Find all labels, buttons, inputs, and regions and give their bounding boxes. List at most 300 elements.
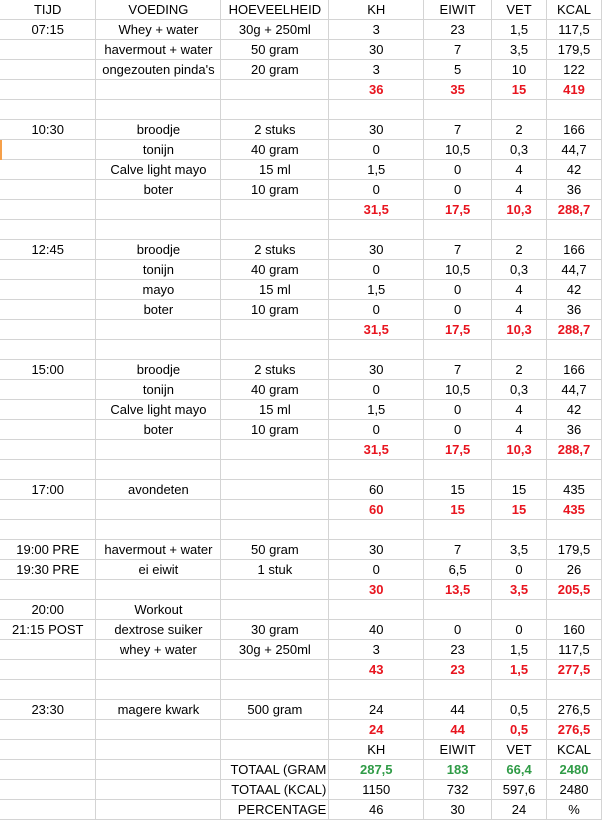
- cell-voeding[interactable]: [96, 580, 221, 600]
- cell-kcal[interactable]: 44,7: [547, 140, 602, 160]
- cell-kh[interactable]: 60: [329, 480, 424, 500]
- cell-tijd[interactable]: [0, 760, 96, 780]
- cell-eiwit[interactable]: 15: [424, 500, 492, 520]
- cell-eiwit[interactable]: 6,5: [424, 560, 492, 580]
- cell-voeding[interactable]: [96, 500, 221, 520]
- cell-hoeveelheid[interactable]: 15 ml: [221, 280, 329, 300]
- table-row: [0, 120, 602, 140]
- cell-kh[interactable]: 0: [329, 300, 424, 320]
- cell-tijd[interactable]: [0, 640, 96, 660]
- cell-kh[interactable]: 36: [329, 80, 424, 100]
- cell-tijd[interactable]: [0, 60, 96, 80]
- cell-tijd[interactable]: 23:30: [0, 700, 96, 720]
- cell-vet[interactable]: 0: [492, 620, 547, 640]
- cell-kcal[interactable]: 160: [547, 620, 602, 640]
- cell-hoeveelheid[interactable]: 10 gram: [221, 180, 329, 200]
- cell-kh[interactable]: [329, 460, 424, 480]
- cell-vet[interactable]: [492, 340, 547, 360]
- cell-voeding[interactable]: [96, 680, 221, 700]
- cell-kh[interactable]: 31,5: [329, 200, 424, 220]
- cell-hoeveelheid[interactable]: [221, 440, 329, 460]
- cell-vet[interactable]: 4: [492, 420, 547, 440]
- cell-vet[interactable]: 4: [492, 280, 547, 300]
- header-cell-eiwit[interactable]: EIWIT: [424, 0, 492, 20]
- cell-kcal[interactable]: 36: [547, 420, 602, 440]
- cell-kh[interactable]: 30: [329, 360, 424, 380]
- cell-tijd[interactable]: [0, 220, 96, 240]
- cell-tijd[interactable]: [0, 200, 96, 220]
- cell-tijd[interactable]: [0, 40, 96, 60]
- cell-eiwit[interactable]: 30: [424, 800, 492, 820]
- cell-eiwit[interactable]: [424, 100, 492, 120]
- cell-vet[interactable]: 0,5: [492, 700, 547, 720]
- cell-hoeveelheid[interactable]: [221, 520, 329, 540]
- cell-kcal[interactable]: 166: [547, 240, 602, 260]
- header-cell-kcal[interactable]: KCAL: [547, 0, 602, 20]
- cell-hoeveelheid[interactable]: TOTAAL (GRAM: [221, 760, 329, 780]
- cell-hoeveelheid[interactable]: TOTAAL (KCAL): [221, 780, 329, 800]
- cell-tijd[interactable]: [0, 260, 96, 280]
- cell-vet[interactable]: 0,3: [492, 260, 547, 280]
- table-row: [0, 600, 602, 620]
- cell-vet[interactable]: 1,5: [492, 660, 547, 680]
- cell-eiwit[interactable]: 0: [424, 180, 492, 200]
- cell-eiwit[interactable]: 17,5: [424, 200, 492, 220]
- cell-eiwit[interactable]: 44: [424, 720, 492, 740]
- cell-kh[interactable]: 0: [329, 260, 424, 280]
- cell-eiwit[interactable]: 7: [424, 240, 492, 260]
- cell-tijd[interactable]: [0, 300, 96, 320]
- cell-eiwit[interactable]: 10,5: [424, 380, 492, 400]
- cell-eiwit[interactable]: 23: [424, 20, 492, 40]
- cell-kcal[interactable]: 277,5: [547, 660, 602, 680]
- cell-vet[interactable]: 15: [492, 500, 547, 520]
- table-row: [0, 540, 602, 560]
- cell-tijd[interactable]: 19:00 PRE: [0, 540, 96, 560]
- cell-hoeveelheid[interactable]: 2 stuks: [221, 240, 329, 260]
- cell-hoeveelheid[interactable]: [221, 580, 329, 600]
- cell-eiwit[interactable]: 0: [424, 280, 492, 300]
- cell-hoeveelheid[interactable]: [221, 80, 329, 100]
- cell-kh[interactable]: 1150: [329, 780, 424, 800]
- cell-voeding[interactable]: [96, 520, 221, 540]
- cell-vet[interactable]: 4: [492, 400, 547, 420]
- cell-kh[interactable]: 287,5: [329, 760, 424, 780]
- cell-tijd[interactable]: [0, 580, 96, 600]
- cell-tijd[interactable]: [0, 500, 96, 520]
- cell-kcal[interactable]: [547, 460, 602, 480]
- header-cell-kh[interactable]: KH: [329, 0, 424, 20]
- cell-kh[interactable]: [329, 220, 424, 240]
- cell-eiwit[interactable]: 183: [424, 760, 492, 780]
- cell-eiwit[interactable]: 7: [424, 360, 492, 380]
- cell-voeding[interactable]: [96, 320, 221, 340]
- cell-hoeveelheid[interactable]: [221, 220, 329, 240]
- cell-eiwit[interactable]: 7: [424, 540, 492, 560]
- cell-tijd[interactable]: 19:30 PRE: [0, 560, 96, 580]
- cell-voeding[interactable]: dextrose suiker: [96, 620, 221, 640]
- cell-voeding[interactable]: [96, 460, 221, 480]
- cell-kh[interactable]: 46: [329, 800, 424, 820]
- cell-kh[interactable]: KH: [329, 740, 424, 760]
- cell-kh[interactable]: 0: [329, 420, 424, 440]
- cell-voeding[interactable]: tonijn: [96, 380, 221, 400]
- cell-tijd[interactable]: [0, 160, 96, 180]
- cell-kcal[interactable]: [547, 520, 602, 540]
- cell-eiwit[interactable]: [424, 600, 492, 620]
- cell-hoeveelheid[interactable]: 500 gram: [221, 700, 329, 720]
- cell-tijd[interactable]: [0, 380, 96, 400]
- cell-hoeveelheid[interactable]: [221, 680, 329, 700]
- cell-vet[interactable]: 4: [492, 160, 547, 180]
- cell-kcal[interactable]: 36: [547, 180, 602, 200]
- table-row: [0, 300, 602, 320]
- cell-tijd[interactable]: [0, 400, 96, 420]
- cell-voeding[interactable]: [96, 740, 221, 760]
- cell-vet[interactable]: [492, 680, 547, 700]
- cell-kh[interactable]: 1,5: [329, 160, 424, 180]
- cell-eiwit[interactable]: [424, 220, 492, 240]
- cell-vet[interactable]: 0,3: [492, 380, 547, 400]
- cell-eiwit[interactable]: 17,5: [424, 440, 492, 460]
- cell-hoeveelheid[interactable]: [221, 600, 329, 620]
- cell-kcal[interactable]: 276,5: [547, 720, 602, 740]
- cell-voeding[interactable]: Workout: [96, 600, 221, 620]
- table-row: [0, 480, 602, 500]
- cell-vet[interactable]: VET: [492, 740, 547, 760]
- cell-hoeveelheid[interactable]: [221, 320, 329, 340]
- cell-voeding[interactable]: mayo: [96, 280, 221, 300]
- cell-vet[interactable]: [492, 520, 547, 540]
- cell-vet[interactable]: 10: [492, 60, 547, 80]
- grand-total-row: [0, 760, 602, 780]
- cell-tijd[interactable]: 21:15 POST: [0, 620, 96, 640]
- cell-kcal[interactable]: 42: [547, 400, 602, 420]
- cell-kh[interactable]: 1,5: [329, 400, 424, 420]
- cell-vet[interactable]: 0: [492, 560, 547, 580]
- cell-eiwit[interactable]: 23: [424, 660, 492, 680]
- cell-hoeveelheid[interactable]: [221, 500, 329, 520]
- cell-hoeveelheid[interactable]: 50 gram: [221, 540, 329, 560]
- cell-kh[interactable]: [329, 680, 424, 700]
- cell-eiwit[interactable]: 17,5: [424, 320, 492, 340]
- cell-hoeveelheid[interactable]: [221, 720, 329, 740]
- cell-kh[interactable]: 60: [329, 500, 424, 520]
- cell-eiwit[interactable]: 0: [424, 420, 492, 440]
- cell-voeding[interactable]: boter: [96, 300, 221, 320]
- cell-kcal[interactable]: 117,5: [547, 20, 602, 40]
- cell-vet[interactable]: 10,3: [492, 320, 547, 340]
- cell-vet[interactable]: 0,5: [492, 720, 547, 740]
- cell-hoeveelheid[interactable]: [221, 480, 329, 500]
- cell-vet[interactable]: 1,5: [492, 640, 547, 660]
- cell-kcal[interactable]: 435: [547, 500, 602, 520]
- cell-kh[interactable]: [329, 100, 424, 120]
- cell-voeding[interactable]: avondeten: [96, 480, 221, 500]
- cell-kcal[interactable]: 288,7: [547, 320, 602, 340]
- cell-eiwit[interactable]: EIWIT: [424, 740, 492, 760]
- cell-vet[interactable]: 1,5: [492, 20, 547, 40]
- cell-voeding[interactable]: magere kwark: [96, 700, 221, 720]
- cell-vet[interactable]: 10,3: [492, 200, 547, 220]
- cell-kh[interactable]: 30: [329, 240, 424, 260]
- cell-hoeveelheid[interactable]: 10 gram: [221, 420, 329, 440]
- cell-tijd[interactable]: [0, 280, 96, 300]
- header-cell-tijd[interactable]: TIJD: [0, 0, 96, 20]
- cell-kcal[interactable]: 42: [547, 160, 602, 180]
- cell-kcal[interactable]: KCAL: [547, 740, 602, 760]
- cell-voeding[interactable]: boter: [96, 180, 221, 200]
- cell-eiwit[interactable]: [424, 460, 492, 480]
- cell-tijd[interactable]: 17:00: [0, 480, 96, 500]
- cell-voeding[interactable]: boter: [96, 420, 221, 440]
- cell-hoeveelheid[interactable]: 50 gram: [221, 40, 329, 60]
- cell-tijd[interactable]: [0, 520, 96, 540]
- cell-eiwit[interactable]: 23: [424, 640, 492, 660]
- cell-eiwit[interactable]: 10,5: [424, 260, 492, 280]
- cell-hoeveelheid[interactable]: [221, 460, 329, 480]
- cell-eiwit[interactable]: [424, 520, 492, 540]
- cell-kh[interactable]: 0: [329, 380, 424, 400]
- cell-kh[interactable]: 40: [329, 620, 424, 640]
- cell-hoeveelheid[interactable]: 15 ml: [221, 160, 329, 180]
- table-row: [0, 700, 602, 720]
- cell-voeding[interactable]: ongezouten pinda's: [96, 60, 221, 80]
- cell-kh[interactable]: 0: [329, 140, 424, 160]
- cell-voeding[interactable]: havermout + water: [96, 40, 221, 60]
- cell-voeding[interactable]: [96, 100, 221, 120]
- cell-kh[interactable]: 3: [329, 60, 424, 80]
- cell-voeding[interactable]: [96, 440, 221, 460]
- cell-voeding[interactable]: broodje: [96, 120, 221, 140]
- table-row: [0, 380, 602, 400]
- cell-kh[interactable]: 3: [329, 640, 424, 660]
- cell-vet[interactable]: 15: [492, 480, 547, 500]
- cell-hoeveelheid[interactable]: 30g + 250ml: [221, 20, 329, 40]
- cell-kh[interactable]: 30: [329, 40, 424, 60]
- cell-kcal[interactable]: 179,5: [547, 540, 602, 560]
- cell-kh[interactable]: 30: [329, 540, 424, 560]
- cell-voeding[interactable]: [96, 80, 221, 100]
- cell-voeding[interactable]: [96, 340, 221, 360]
- cell-hoeveelheid[interactable]: 2 stuks: [221, 120, 329, 140]
- cell-kh[interactable]: [329, 520, 424, 540]
- cell-voeding[interactable]: Calve light mayo: [96, 400, 221, 420]
- cell-vet[interactable]: 2: [492, 120, 547, 140]
- cell-vet[interactable]: 3,5: [492, 580, 547, 600]
- cell-kcal[interactable]: 44,7: [547, 260, 602, 280]
- cell-tijd[interactable]: 20:00: [0, 600, 96, 620]
- cell-kcal[interactable]: 435: [547, 480, 602, 500]
- cell-kcal[interactable]: 166: [547, 120, 602, 140]
- cell-hoeveelheid[interactable]: 30g + 250ml: [221, 640, 329, 660]
- cell-kcal[interactable]: 166: [547, 360, 602, 380]
- cell-voeding[interactable]: broodje: [96, 360, 221, 380]
- cell-kcal[interactable]: %: [547, 800, 602, 820]
- cell-voeding[interactable]: [96, 220, 221, 240]
- cell-voeding[interactable]: Calve light mayo: [96, 160, 221, 180]
- cell-kcal[interactable]: 205,5: [547, 580, 602, 600]
- cell-vet[interactable]: 24: [492, 800, 547, 820]
- cell-tijd[interactable]: [0, 100, 96, 120]
- cell-vet[interactable]: 10,3: [492, 440, 547, 460]
- cell-hoeveelheid[interactable]: PERCENTAGE: [221, 800, 329, 820]
- cell-voeding[interactable]: Whey + water: [96, 20, 221, 40]
- cell-voeding[interactable]: whey + water: [96, 640, 221, 660]
- table-row: [0, 640, 602, 660]
- header-cell-vet[interactable]: VET: [492, 0, 547, 20]
- cell-kcal[interactable]: 117,5: [547, 640, 602, 660]
- subtotal-row: [0, 720, 602, 740]
- cell-eiwit[interactable]: 0: [424, 300, 492, 320]
- cell-kh[interactable]: 1,5: [329, 280, 424, 300]
- cell-kcal[interactable]: [547, 220, 602, 240]
- cell-hoeveelheid[interactable]: 30 gram: [221, 620, 329, 640]
- cell-vet[interactable]: 0,3: [492, 140, 547, 160]
- cell-voeding[interactable]: tonijn: [96, 140, 221, 160]
- cell-tijd[interactable]: [0, 740, 96, 760]
- cell-kcal[interactable]: 26: [547, 560, 602, 580]
- cell-kcal[interactable]: 179,5: [547, 40, 602, 60]
- cell-vet[interactable]: 3,5: [492, 40, 547, 60]
- cell-hoeveelheid[interactable]: [221, 200, 329, 220]
- cell-tijd[interactable]: [0, 440, 96, 460]
- cell-vet[interactable]: 66,4: [492, 760, 547, 780]
- cell-eiwit[interactable]: [424, 680, 492, 700]
- cell-kh[interactable]: 30: [329, 120, 424, 140]
- cell-eiwit[interactable]: 35: [424, 80, 492, 100]
- cell-eiwit[interactable]: 732: [424, 780, 492, 800]
- header-cell-hoeveelheid[interactable]: HOEVEELHEID: [221, 0, 329, 20]
- cell-kcal[interactable]: 36: [547, 300, 602, 320]
- cell-vet[interactable]: [492, 100, 547, 120]
- cell-tijd[interactable]: [0, 800, 96, 820]
- cell-kh[interactable]: 31,5: [329, 440, 424, 460]
- cell-kh[interactable]: 0: [329, 180, 424, 200]
- cell-hoeveelheid[interactable]: 2 stuks: [221, 360, 329, 380]
- cell-vet[interactable]: 2: [492, 360, 547, 380]
- cell-voeding[interactable]: tonijn: [96, 260, 221, 280]
- cell-tijd[interactable]: [0, 660, 96, 680]
- cell-kcal[interactable]: [547, 100, 602, 120]
- cell-kcal[interactable]: 2480: [547, 780, 602, 800]
- cell-eiwit[interactable]: 7: [424, 120, 492, 140]
- cell-kcal[interactable]: 2480: [547, 760, 602, 780]
- cell-kcal[interactable]: 419: [547, 80, 602, 100]
- cell-hoeveelheid[interactable]: [221, 660, 329, 680]
- cell-kh[interactable]: 0: [329, 560, 424, 580]
- cell-hoeveelheid[interactable]: 10 gram: [221, 300, 329, 320]
- cell-tijd[interactable]: 12:45: [0, 240, 96, 260]
- cell-vet[interactable]: [492, 460, 547, 480]
- cell-voeding[interactable]: [96, 720, 221, 740]
- cell-hoeveelheid[interactable]: [221, 340, 329, 360]
- cell-vet[interactable]: 15: [492, 80, 547, 100]
- cell-eiwit[interactable]: 7: [424, 40, 492, 60]
- cell-kh[interactable]: 31,5: [329, 320, 424, 340]
- cell-hoeveelheid[interactable]: 40 gram: [221, 260, 329, 280]
- cell-kcal[interactable]: 288,7: [547, 440, 602, 460]
- cell-kcal[interactable]: [547, 600, 602, 620]
- cell-tijd[interactable]: [0, 420, 96, 440]
- cell-vet[interactable]: [492, 220, 547, 240]
- cell-kcal[interactable]: 42: [547, 280, 602, 300]
- cell-tijd[interactable]: [0, 780, 96, 800]
- cell-hoeveelheid[interactable]: 1 stuk: [221, 560, 329, 580]
- cell-tijd[interactable]: [0, 80, 96, 100]
- cell-tijd[interactable]: [0, 180, 96, 200]
- cell-voeding[interactable]: [96, 760, 221, 780]
- cell-kcal[interactable]: [547, 680, 602, 700]
- cell-kcal[interactable]: [547, 340, 602, 360]
- cell-hoeveelheid[interactable]: 15 ml: [221, 400, 329, 420]
- cell-voeding[interactable]: havermout + water: [96, 540, 221, 560]
- cell-kh[interactable]: [329, 340, 424, 360]
- cell-hoeveelheid[interactable]: 20 gram: [221, 60, 329, 80]
- cell-kh[interactable]: 43: [329, 660, 424, 680]
- cell-tijd[interactable]: 07:15: [0, 20, 96, 40]
- cell-eiwit[interactable]: 0: [424, 400, 492, 420]
- cell-eiwit[interactable]: 5: [424, 60, 492, 80]
- cell-kh[interactable]: 24: [329, 720, 424, 740]
- cell-eiwit[interactable]: 13,5: [424, 580, 492, 600]
- table-row: [0, 260, 602, 280]
- cell-tijd[interactable]: [0, 340, 96, 360]
- cell-eiwit[interactable]: 10,5: [424, 140, 492, 160]
- cell-voeding[interactable]: [96, 200, 221, 220]
- cell-vet[interactable]: 597,6: [492, 780, 547, 800]
- cell-vet[interactable]: 4: [492, 180, 547, 200]
- cell-eiwit[interactable]: 44: [424, 700, 492, 720]
- header-cell-voeding[interactable]: VOEDING: [96, 0, 221, 20]
- table-row: [0, 60, 602, 80]
- cell-tijd[interactable]: 15:00: [0, 360, 96, 380]
- cell-tijd[interactable]: [0, 460, 96, 480]
- cell-voeding[interactable]: ei eiwit: [96, 560, 221, 580]
- cell-eiwit[interactable]: [424, 340, 492, 360]
- cell-voeding[interactable]: broodje: [96, 240, 221, 260]
- cell-kh[interactable]: [329, 600, 424, 620]
- cell-hoeveelheid[interactable]: 40 gram: [221, 380, 329, 400]
- cell-vet[interactable]: [492, 600, 547, 620]
- cell-hoeveelheid[interactable]: 40 gram: [221, 140, 329, 160]
- cell-tijd[interactable]: [0, 720, 96, 740]
- cell-kcal[interactable]: 288,7: [547, 200, 602, 220]
- cell-kh[interactable]: 3: [329, 20, 424, 40]
- cell-vet[interactable]: 3,5: [492, 540, 547, 560]
- cell-vet[interactable]: 4: [492, 300, 547, 320]
- cell-tijd[interactable]: [0, 320, 96, 340]
- cell-tijd[interactable]: 10:30: [0, 120, 96, 140]
- cell-kh[interactable]: 30: [329, 580, 424, 600]
- cell-kcal[interactable]: 44,7: [547, 380, 602, 400]
- cell-voeding[interactable]: [96, 800, 221, 820]
- cell-tijd[interactable]: [0, 140, 96, 160]
- cell-kcal[interactable]: 122: [547, 60, 602, 80]
- cell-vet[interactable]: 2: [492, 240, 547, 260]
- subtotal-row: [0, 80, 602, 100]
- cell-kh[interactable]: 24: [329, 700, 424, 720]
- cell-tijd[interactable]: [0, 680, 96, 700]
- cell-eiwit[interactable]: 0: [424, 160, 492, 180]
- cell-eiwit[interactable]: 0: [424, 620, 492, 640]
- cell-kcal[interactable]: 276,5: [547, 700, 602, 720]
- cell-voeding[interactable]: [96, 780, 221, 800]
- cell-voeding[interactable]: [96, 660, 221, 680]
- cell-hoeveelheid[interactable]: [221, 740, 329, 760]
- cell-eiwit[interactable]: 15: [424, 480, 492, 500]
- cell-hoeveelheid[interactable]: [221, 100, 329, 120]
